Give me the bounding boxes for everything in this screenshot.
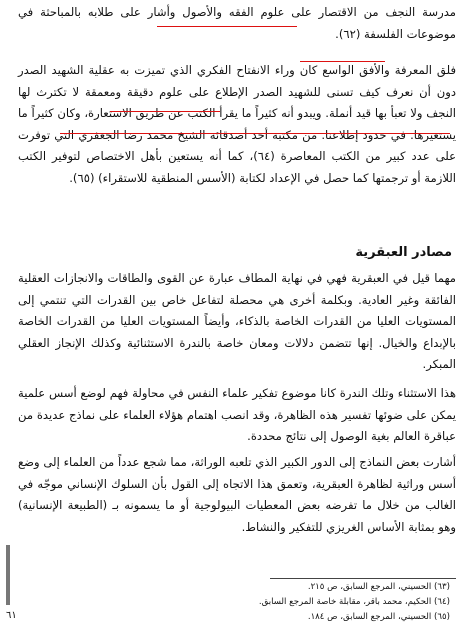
section-paragraph: أشارت بعض النماذج إلى الدور الكبير الذي تلعبه الوراثة، مما شجع عدداً من العلماء إلى وضع أسس وراثية لظاهرة العبقرية، وتعمق هذا الاتجاه إلى القول بأن السلوك الإنساني موجّه في الغالب من خلال ما تفرضه بعض المعطيات البيولوجية أو ما يسمونه بـ (الطبيعة الإنسانية) وهو بمثابة الأساس الغريزي للتفكير والنشاط. [18, 455, 456, 534]
section-heading: مصادر العبقرية [355, 245, 452, 260]
footnote: (٦٤) الحكيم، محمد باقر، مقابلة خاصة المرجع السابق. [258, 597, 450, 607]
page-number: ٦١ [6, 610, 17, 621]
red-underline [110, 111, 220, 112]
red-underline [157, 26, 297, 27]
body-paragraph: فلق المعرفة والأفق الواسع كان وراء الانفتاح الفكري الذي تميزت به عقلية الشهيد الصدر دون أن نعرف كيف تسنى للشهيد الصدر الإطلاع على علوم دقيقة ومعمقة لا تكترث لها النجف ولا تعبأ بها قيد أنملة. ويبدو أنه كثيراً ما يقرأ الكتب عن طريق الاستعارة، وكان كثيراً ما يستعيرها. في حدود إطلاعنا. من مكتبة أحد أصدقائه الشيخ محمد رضا الجعفري التي توفرت على عدد كبير من الكتب المعاصرة (٦٤)، كما أنه يستعين بأهل الاختصاص لتوفير الكتب اللازمة أو ترجمتها كما حصل في الإعداد لكتابة (الأسس المنطقية للاستقراء) (٦٥). [18, 63, 457, 185]
footnote: (٦٣) الحسيني، المرجع السابق، ص ٢١٥. [307, 582, 450, 592]
footnote-rule [270, 578, 456, 579]
margin-bar [6, 545, 10, 605]
footnote: (٦٥) الحسيني، المرجع السابق، ص ١٨٤. [307, 612, 450, 622]
section-paragraph: هذا الاستثناء وتلك الندرة كانا موضوع تفكير علماء النفس في محاولة فهم لوضع أسس علمية يمكن على ضوئها تفسير هذه الظاهرة، وقد انصب اهتمام هؤلاء العلماء على نماذج عديدة من عباقرة العالم بغية الوصول إلى نتائج محددة. [18, 386, 456, 444]
intro-paragraph: مدرسة النجف من الاقتصار على علوم الفقه والأصول وأشار على طلابه بالمباحثة في موضوعات الفلسفة (٦٢). [18, 5, 456, 41]
red-underline [60, 133, 450, 134]
section-paragraph: مهما قيل في العبقرية فهي في نهاية المطاف عبارة عن القوى والطاقات والانجازات العقلية الفائقة وغير العادية. وبكلمة أخرى هي محصلة لتفاعل خاص بين القدرات التي تنتمي إلى المستويات العليا من القدرات الخاصة بالذكاء، وأيضاً المستويات العليا من القدرات الخاصة بالإبداع والخيال. إنها تتضمن دلالات ومعان خاصة بالندرة الاستثنائية وكذلك الإنجاز العقلي المبكر. [18, 271, 456, 372]
